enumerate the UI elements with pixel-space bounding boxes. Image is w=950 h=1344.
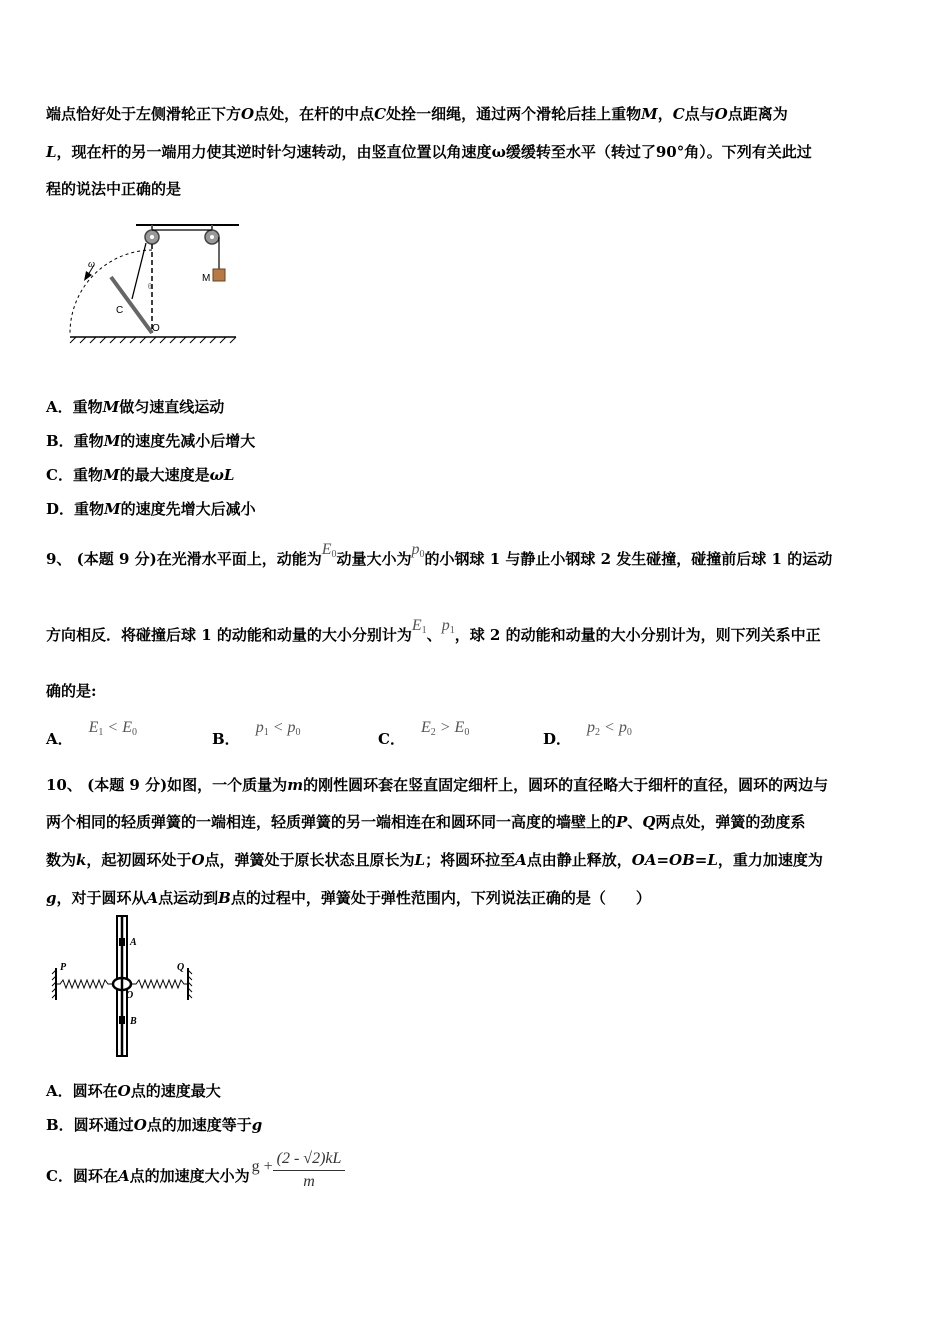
q9-line1: 9、 (本题 9 分)在光滑水平面上，动能为$E_0$动量大小为$p_0$的小钢球 1 与静止小钢球 2 发生碰撞，碰撞前后球 1 的运动 <box>46 541 833 568</box>
pulley-rod-figure <box>64 215 244 345</box>
q10-line4: g，对于圆环从A点运动到B点的过程中，弹簧处于弹性范围内，下列说法正确的是（ ） <box>46 889 651 907</box>
q10-line1: 10、 (本题 9 分)如图，一个质量为m的刚性圆环套在竖直固定细杆上，圆环的直径略大于细杆的直径，圆环的两边与 <box>46 776 829 794</box>
fig-label-P: P <box>60 962 67 973</box>
fig-label-omega: ω <box>88 259 96 270</box>
q9-line3: 确的是: <box>46 682 97 700</box>
q8-option-C[interactable]: C．重物M的最大速度是ωL <box>46 466 235 484</box>
q10-line2: 两个相同的轻质弹簧的一端相连，轻质弹簧的另一端相连在和圆环同一高度的墙壁上的P、Q两点处，弹簧的劲度系 <box>46 813 806 831</box>
q9-option-C[interactable]: C．$E_2 > E_0$ <box>378 719 470 748</box>
fig-label-theta: θ <box>148 282 152 291</box>
spring-ring-figure <box>50 914 200 1059</box>
q8-option-B[interactable]: B．重物M的速度先减小后增大 <box>46 432 256 450</box>
q8-option-A[interactable]: A．重物M做匀速直线运动 <box>46 398 225 416</box>
q10-option-B[interactable]: B．圆环通过O点的加速度等于g <box>46 1116 263 1134</box>
q8-line2: L，现在杆的另一端用力使其逆时针匀速转动，由竖直位置以角速度ω缓缓转至水平（转过了90°角）。下列有关此过 <box>46 143 812 161</box>
q10-line3: 数为k，起初圆环处于O点，弹簧处于原长状态且原长为L；将圆环拉至A点由静止释放，OA=OB=L，重力加速度为 <box>46 851 823 869</box>
fig-label-M: M <box>202 273 211 284</box>
fig-label-B: B <box>130 1016 137 1027</box>
q9-option-A[interactable]: A．$E_1 < E_0$ <box>46 719 137 748</box>
fig-label-C: C <box>116 305 124 316</box>
q8-line3: 程的说法中正确的是 <box>46 180 182 198</box>
q9-option-D[interactable]: D．$p_2 < p_0$ <box>543 719 632 748</box>
fig-label-O: O <box>152 323 160 334</box>
q10-option-C[interactable]: C．圆环在A点的加速度大小为g + $\frac{(2 - √2)kL}{m}$ <box>46 1150 345 1191</box>
q8-option-D[interactable]: D．重物M的速度先增大后减小 <box>46 500 256 518</box>
fig-label-Q: Q <box>177 962 185 973</box>
fig-label-O: O <box>126 990 134 1001</box>
q9-option-B[interactable]: B．$p_1 < p_0$ <box>212 719 301 748</box>
q9-line2: 方向相反．将碰撞后球 1 的动能和动量的大小分别计为$E_1$、$p_1$，球 2 的动能和动量的大小分别计为，则下列关系中正 <box>46 617 821 644</box>
q8-line1: 端点恰好处于左侧滑轮正下方O点处，在杆的中点C处拴一细绳，通过两个滑轮后挂上重物M，C点与O点距离为 <box>46 105 788 123</box>
fig-label-A: A <box>130 937 137 948</box>
acceleration-fraction: $\frac{(2 - √2)kL}{m}$ <box>273 1150 346 1191</box>
q10-option-A[interactable]: A．圆环在O点的速度最大 <box>46 1082 221 1100</box>
